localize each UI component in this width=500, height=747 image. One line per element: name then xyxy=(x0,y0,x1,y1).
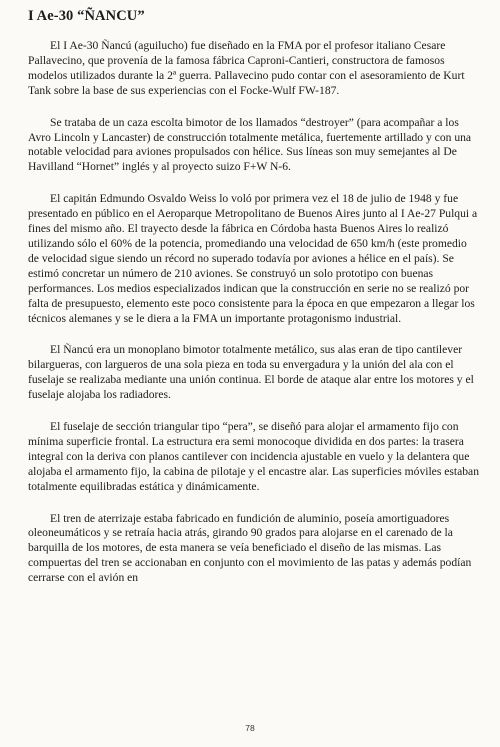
paragraph-design-origin: El I Ae-30 Ñancú (aguilucho) fue diseñado en la FMA por el profesor italiano Cesare Pallavecino, que provenía de la famosa fábrica Caproni-Cantieri, constructora de famosos modelos utilizados durante la 2ª guerra. Pallavecino pudo contar con el asesoramiento de Kurt Tank sobre la base de sus experiencias con el Focke-Wulf FW-187. xyxy=(28,39,465,97)
page-title: I Ae-30 “ÑANCU” xyxy=(28,8,145,24)
paragraph-first-flight: El capitán Edmundo Osvaldo Weiss lo voló por primera vez el 18 de julio de 1948 y fue presentado en público en el Aeroparque Metropolitano de Buenos Aires junto al I Ae-27 Pulqui a fines del mismo año. El trayecto desde la fábrica en Córdoba hasta Buenos Aires lo realizó utilizando sólo el 60% de la potencia, promediando una velocidad de 650 km/h (este promedio de velocidad sigue siendo un récord no superado todavía por aviones a hélice en el país). Se estimó concretar un número de 210 aviones. Se construyó un solo prototipo con buenas performances. Los medios especializados indican que la construcción en serie no se realizó por falta de presupuesto, elemento este poco consistente para la época en que empezaron a llegar los técnicos alemanes y se le diera a la FMA un importante protagonismo industrial. xyxy=(28,192,478,325)
page-number: 78 xyxy=(245,723,255,733)
paragraph-fuselage: El fuselaje de sección triangular tipo “pera”, se diseñó para alojar el armamento fijo con mínima superficie frontal. La estructura era semi monocoque dividida en dos partes: la trasera integral con la deriva con planos cantilever con incidencia ajustable en vuelo y la delantera que alojaba el armamento fijo, la cabina de pilotaje y el encastre alar. Las superficies móviles estaban totalmente equilibradas estática y dinámicamente. xyxy=(28,420,480,493)
body-text xyxy=(28,39,480,586)
paragraph-destroyer-role: Se trataba de un caza escolta bimotor de los llamados “destroyer” (para acompañar a los Avro Lincoln y Lancaster) de construcción totalmente metálica, fuertemente artillado y con una notable velocidad para aviones propulsados con hélice. Sus líneas son muy semejantes al De Havilland “Hornet” inglés y al proyecto suizo F+W N-6. xyxy=(28,115,472,174)
paragraph-landing-gear: El tren de aterrizaje estaba fabricado en fundición de aluminio, poseía amortiguadores oleoneumáticos y se retraía hacia atrás, girando 90 grados para alojarse en el carenado de la barquilla de los motores, de esta manera se veía beneficiado el diseño de las mismas. Las compuertas del tren se accionaban en conjunto con el movimiento de las patas y además podían cerrarse con el avión en xyxy=(28,511,472,585)
paragraph-wing-structure: El Ñancú era un monoplano bimotor totalmente metálico, sus alas eran de tipo cantilever bilargueras, con largueros de una sola pieza en toda su envergadura y la unión del ala con el fuselaje se realizaba mediante una unión continua. El borde de ataque alar entre los motores y el fuselaje alojaba los radiadores. xyxy=(28,343,474,402)
